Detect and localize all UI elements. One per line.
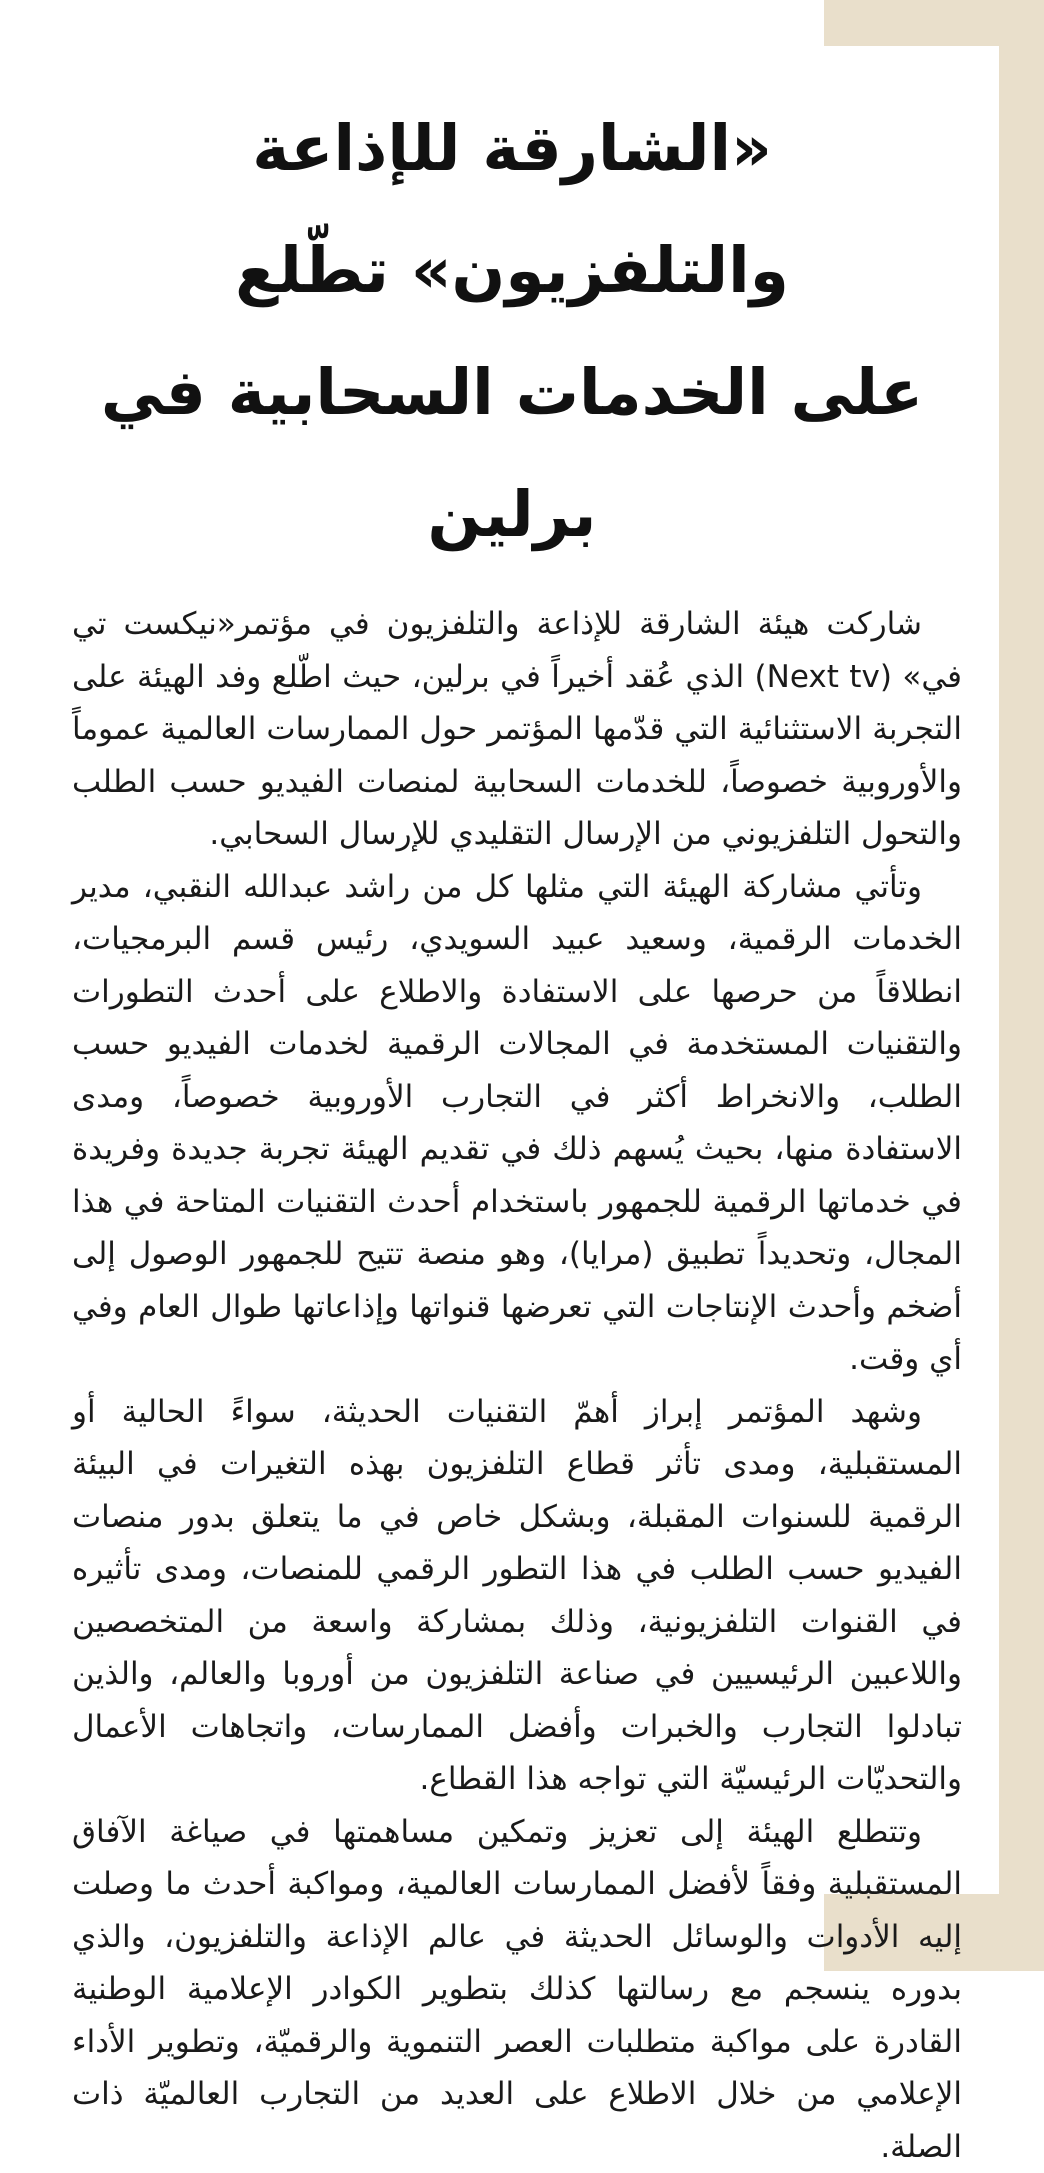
article-paragraph-2: وتأتي مشاركة الهيئة التي مثلها كل من راشد عبدالله النقبي، مدير الخدمات الرقمية، وسعيد عبيد السويدي، رئيس قسم البرمجيات، انطلاقاً من حرصها على الاستفادة والاطلاع على أحدث التطورات والتقنيات المستخدمة في المجالات الرقمية لخدمات الفيديو حسب الطلب، والانخراط أكثر في التجارب الأوروبية خصوصاً، ومدى الاستفادة منها، بحيث يُسهم ذلك في تقديم الهيئة تجربة جديدة وفريدة في خدماتها الرقمية للجمهور باستخدام أحدث التقنيات المتاحة في هذا المجال، وتحديداً تطبيق (مرايا)، وهو منصة تتيح للجمهور الوصول إلى أضخم وأحدث الإنتاجات التي تعرضها قنواتها وإذاعاتها طوال العام وفي أي وقت.: [72, 861, 962, 1386]
article-paragraph-4: وتتطلع الهيئة إلى تعزيز وتمكين مساهمتها في صياغة الآفاق المستقبلية وفقاً لأفضل الممارسات العالمية، ومواكبة أحدث ما وصلت إليه الأدوات والوسائل الحديثة في عالم الإذاعة والتلفزيون، والذي بدوره ينسجم مع رسالتها كذلك بتطوير الكوادر الإعلامية الوطنية القادرة على مواكبة متطلبات العصر التنموية والرقميّة، وتطوير الأداء الإعلامي من خلال الاطلاع على العديد من التجارب العالميّة ذات الصلة.: [72, 1806, 962, 2173]
headline-line-1: «الشارقة للإذاعة والتلفزيون» تطّلع: [92, 88, 932, 332]
article-headline: [72, 88, 962, 576]
article-paragraph-3: وشهد المؤتمر إبراز أهمّ التقنيات الحديثة، سواءً الحالية أو المستقبلية، ومدى تأثر قطاع التلفزيون بهذه التغيرات في البيئة الرقمية للسنوات المقبلة، وبشكل خاص في ما يتعلق بدور منصات الفيديو حسب الطلب في هذا التطور الرقمي للمنصات، ومدى تأثيره في القنوات التلفزيونية، وذلك بمشاركة واسعة من المتخصصين واللاعبين الرئيسيين في صناعة التلفزيون من أوروبا والعالم، والذين تبادلوا التجارب والخبرات وأفضل الممارسات، واتجاهات الأعمال والتحديّات الرئيسيّة التي تواجه هذا القطاع.: [72, 1386, 962, 1806]
news-article: [72, 46, 962, 2173]
article-paragraph-1: شاركت هيئة الشارقة للإذاعة والتلفزيون في مؤتمر«نيكست تي في» (Next tv) الذي عُقد أخيراً في برلين، حيث اطّلع وفد الهيئة على التجربة الاستثنائية التي قدّمها المؤتمر حول الممارسات العالمية عموماً والأوروبية خصوصاً، للخدمات السحابية لمنصات الفيديو حسب الطلب والتحول التلفزيوني من الإرسال التقليدي للإرسال السحابي.: [72, 598, 962, 861]
article-card: [0, 46, 999, 1894]
headline-line-2: على الخدمات السحابية في برلين: [92, 332, 932, 576]
